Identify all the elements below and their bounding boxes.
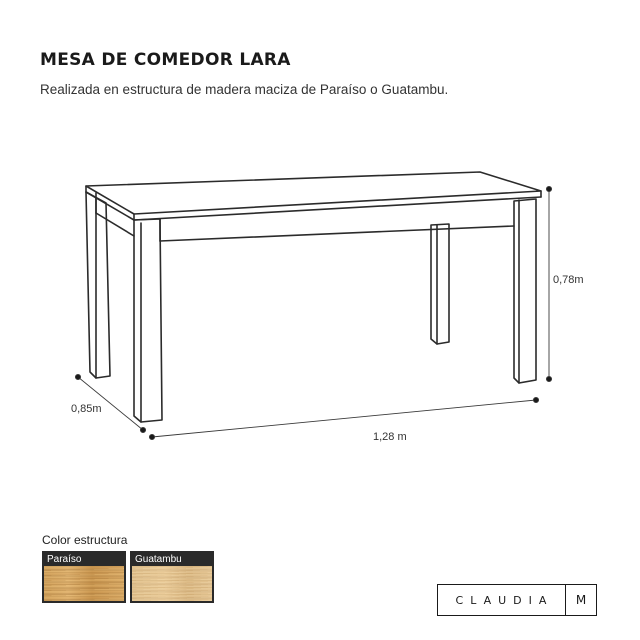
- width-label: 1,28 m: [373, 431, 407, 443]
- product-description: Realizada en estructura de madera maciza de Paraíso o Guatambu.: [40, 82, 449, 97]
- wood-texture: [44, 566, 124, 601]
- brand-mark: M: [565, 585, 596, 615]
- swatch-label: Paraíso: [44, 553, 124, 566]
- tabletop-surface: [86, 172, 541, 214]
- brand-logo: [437, 584, 597, 616]
- dimension-lines: [75, 186, 551, 439]
- leg-back-left: [86, 192, 110, 378]
- leg-front-right: [514, 199, 536, 383]
- swatch-label: Guatambu: [132, 553, 212, 566]
- wood-texture: [132, 566, 212, 601]
- color-swatch-guatambu[interactable]: [130, 551, 214, 603]
- table-outline: [86, 172, 541, 422]
- leg-back-right: [431, 224, 449, 344]
- height-label: 0,78m: [553, 274, 584, 286]
- page-title: MESA DE COMEDOR LARA: [40, 50, 291, 70]
- color-swatch-paraiso[interactable]: [42, 551, 126, 603]
- brand-name: CLAUDIA: [455, 593, 554, 607]
- color-heading: Color estructura: [42, 533, 128, 547]
- leg-front-left: [134, 219, 162, 422]
- depth-label: 0,85m: [71, 403, 102, 415]
